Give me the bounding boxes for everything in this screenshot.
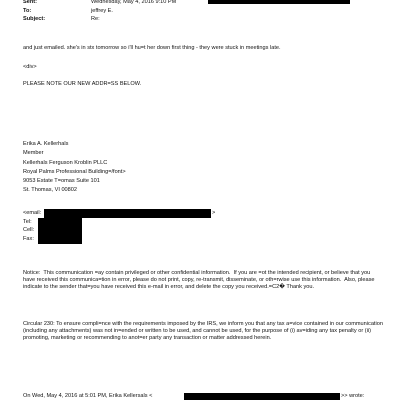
signature-name: Erika A. Kellerhals [23,141,69,147]
div-tag-line: <div> [23,64,37,70]
redaction-phones [38,218,82,244]
address-notice: PLEASE NOTE OUR NEW ADDR=SS BELOW. [23,81,142,87]
email-end: > [212,210,216,216]
confidentiality-notice: Notice: This communication =ay contain privileged or other confidential information. If you are =ot the intended recipient, or believe that you have received this communica=tion in error, please do not print, copy, re-transmit, disseminate, or oth=rwise use this information. Also, please indicate to the sender that=you have received this e-mail in error, and delete the copy you received.=C2� Thank you. [23,270,377,291]
signature-street: 9053 Estate T=omas Suite 101 [23,178,100,184]
signature-firm: Kellerhals Ferguson Kroblin PLLC [23,160,108,166]
sent-label: Sent: [23,0,37,5]
circular-230-notice: Circular 230: To ensure compli=nce with the requirements imposed by the IRS, we inform you that any tax a=vice contained in our communication (including any attachments) was not in=ended or written to be used, and cannot be used, for the purpose of (i) av=iding any tax penalty or (ii) promoting, marketing or recommending to anot=er party any transaction or matter addressed herein. [23,321,385,342]
to-label: To: [23,8,32,14]
signature-building: Royal Palms Professional Building=/font> [23,169,126,175]
quoted-reply-prefix: On Wed, May 4, 2016 at 5:01 PM, Erika Kellersals < [23,393,153,399]
fax-label: Fax: [23,236,34,242]
tel-label: Tel: [23,219,32,225]
subject-value: Re: [91,16,100,22]
quoted-reply-suffix: >> wrote: [341,393,365,399]
signature-title: Member [23,150,44,156]
sent-row [23,0,176,7]
email-line [23,210,41,217]
redaction-sent [208,0,350,4]
to-value: jeffrey E. [91,8,113,14]
body-line: and just emailed. she's in stx tomorrow so i'll hu=t her down first thing - they were stuck in meetings late. [23,45,281,51]
redaction-email [44,209,211,218]
redaction-quote-email [184,393,340,400]
cell-label: Cell: [23,227,35,233]
subject-row [23,16,100,24]
to-row [23,8,113,16]
sent-value: Wednesday, May 4, 2016 9:10 PM [91,0,177,5]
email-label: <email: [23,210,42,216]
signature-city: St. Thomas, VI 00802 [23,187,78,193]
subject-label: Subject: [23,16,46,22]
